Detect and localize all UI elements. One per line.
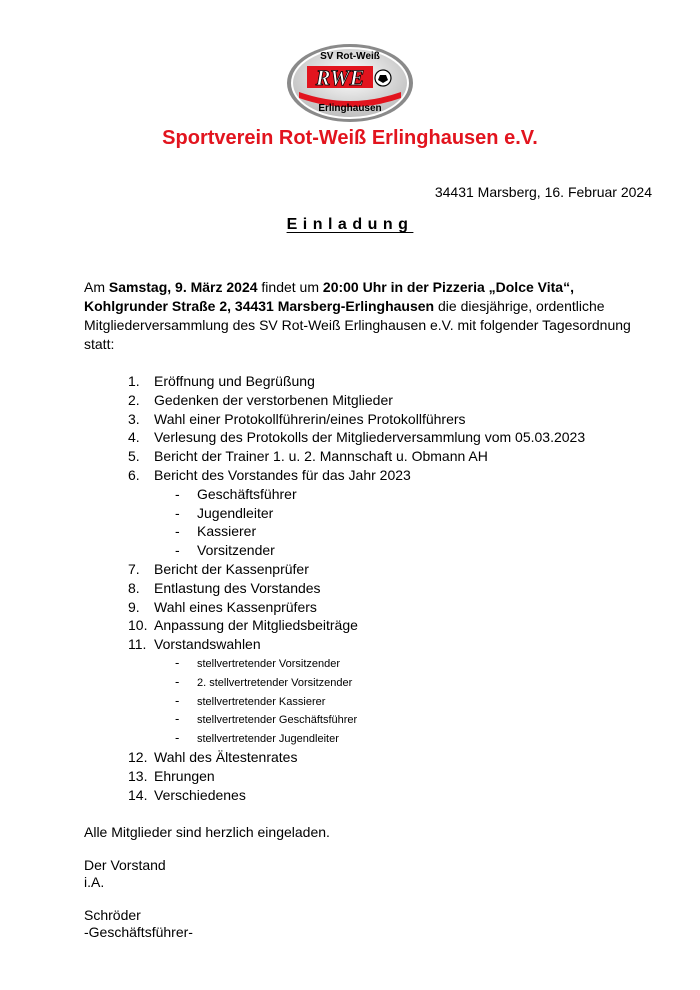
agenda-item [128,598,648,617]
agenda-subitem-text: 2. stellvertretender Vorsitzender [197,676,353,689]
agenda-item-text: Bericht der Kassenprüfer [154,560,309,577]
agenda-item-number: 5. [128,448,140,465]
agenda-item [128,635,648,748]
agenda-item-number: 7. [128,560,140,577]
agenda-subitem [128,541,648,560]
agenda-subitem-text: stellvertretender Geschäftsführer [197,714,358,727]
intro-paragraph [84,278,644,354]
agenda-item [128,428,648,447]
agenda-item-number: 10. [128,617,148,634]
agenda-subitem-text: Kassierer [197,523,257,540]
agenda-item-row [128,560,648,579]
dash-bullet: - [175,523,180,540]
agenda-subitem [128,654,648,673]
agenda-item [128,616,648,635]
agenda-item-number: 13. [128,767,148,784]
agenda-subitem [128,729,648,748]
agenda-item-number: 12. [128,748,148,765]
agenda-subitem-text: stellvertretender Kassierer [197,695,326,708]
agenda-item-text: Entlastung des Vorstandes [154,579,321,596]
agenda-item-row [128,466,648,485]
logo-text-top: SV Rot-Weiß [320,51,380,62]
dash-bullet: - [175,542,180,559]
agenda-subitem-text: stellvertretender Vorsitzender [197,657,341,670]
signer-role: -Geschäftsführer- [84,924,193,940]
dash-bullet: - [175,654,180,670]
intro-text-1: Am [84,279,109,295]
agenda-item-number: 6. [128,466,140,483]
agenda-item-row [128,767,648,786]
agenda-item-row [128,428,648,447]
agenda-item [128,767,648,786]
agenda-subitem [128,673,648,692]
agenda-subitem [128,522,648,541]
agenda-sublist [128,654,648,748]
agenda-item [128,579,648,598]
agenda-item-text: Bericht des Vorstandes für das Jahr 2023 [154,466,411,483]
logo-text-center: RWE [315,65,365,90]
agenda-item-row [128,579,648,598]
agenda-subitem [128,504,648,523]
agenda-subitem-text: Vorsitzender [197,542,275,559]
agenda-item-row [128,748,648,767]
agenda-item-number: 9. [128,598,140,615]
agenda-item-number: 8. [128,579,140,596]
agenda-item-text: Ehrungen [154,767,215,784]
agenda-item-text: Verlesung des Protokolls der Mitgliederversammlung vom 05.03.2023 [154,429,586,446]
agenda-sublist [128,485,648,560]
logo-text-bottom: Erlinghausen [318,103,382,114]
closing-line: Alle Mitglieder sind herzlich eingeladen. [84,824,330,840]
agenda-item-row [128,635,648,654]
agenda-subitem [128,692,648,711]
intro-text-2: findet um [257,279,323,295]
agenda-item-row [128,786,648,805]
agenda-item-row [128,447,648,466]
agenda-item-row [128,391,648,410]
signature-group [84,857,166,891]
agenda-item [128,786,648,805]
signature-ia: i.A. [84,874,105,890]
agenda-item-text: Bericht der Trainer 1. u. 2. Mannschaft u. Obmann AH [154,448,488,465]
dash-bullet: - [175,673,180,689]
agenda-item-number: 3. [128,410,140,427]
agenda-item-text: Wahl eines Kassenprüfers [154,598,317,615]
agenda-item-number: 1. [128,373,140,389]
agenda-item-text: Verschiedenes [154,786,246,803]
agenda-item-number: 14. [128,786,148,803]
agenda-item-row [128,372,648,391]
club-title: Sportverein Rot-Weiß Erlinghausen e.V. [162,127,538,149]
agenda-item [128,466,648,560]
intro-text-3: die diesjährige, ordentliche Mitgliederversammlung des SV Rot-Weiß Erlinghausen e.V. mit folgender Tagesordnung statt: [84,298,631,352]
agenda-item [128,372,648,391]
agenda-item-text: Anpassung der Mitgliedsbeiträge [154,617,358,634]
agenda-item [128,391,648,410]
agenda-item-text: Wahl des Ältestenrates [154,748,298,765]
agenda-subitem-text: Geschäftsführer [197,485,297,502]
agenda-item-row [128,616,648,635]
agenda-subitem [128,485,648,504]
dash-bullet: - [175,485,180,502]
club-logo [285,42,415,124]
agenda-item-number: 2. [128,391,140,408]
dash-bullet: - [175,711,180,727]
agenda-item-number: 4. [128,429,140,446]
dash-bullet: - [175,504,180,521]
agenda-item-number: 11. [128,636,147,653]
agenda-item [128,410,648,429]
intro-date: Samstag, 9. März 2024 [108,279,258,295]
agenda-item [128,560,648,579]
agenda-subitem-text: Jugendleiter [197,504,274,521]
agenda-item-row [128,598,648,617]
agenda-item-row [128,410,648,429]
document-title: Einladung [286,216,414,233]
agenda-subitem [128,710,648,729]
dash-bullet: - [175,730,180,746]
agenda-list [128,372,648,804]
agenda-subitem-text: stellvertretender Jugendleiter [197,733,339,746]
signature-board: Der Vorstand [84,857,166,873]
agenda-item-text: Vorstandswahlen [154,636,261,653]
agenda-item-text: Gedenken der verstorbenen Mitglieder [154,391,393,408]
agenda-item-text: Eröffnung und Begrüßung [154,373,315,389]
agenda-item-text: Wahl einer Protokollführerin/eines Protokollführers [154,410,466,427]
agenda-item [128,748,648,767]
intro-time-location: 20:00 Uhr in der Pizzeria „Dolce Vita“, Kohlgrunder Straße 2, 34431 Marsberg-Erlinghausen [84,279,574,314]
date-line: 34431 Marsberg, 16. Februar 2024 [434,184,652,200]
signer-block [84,907,193,941]
agenda-item [128,447,648,466]
dash-bullet: - [175,692,180,708]
signer-name: Schröder [84,907,141,923]
